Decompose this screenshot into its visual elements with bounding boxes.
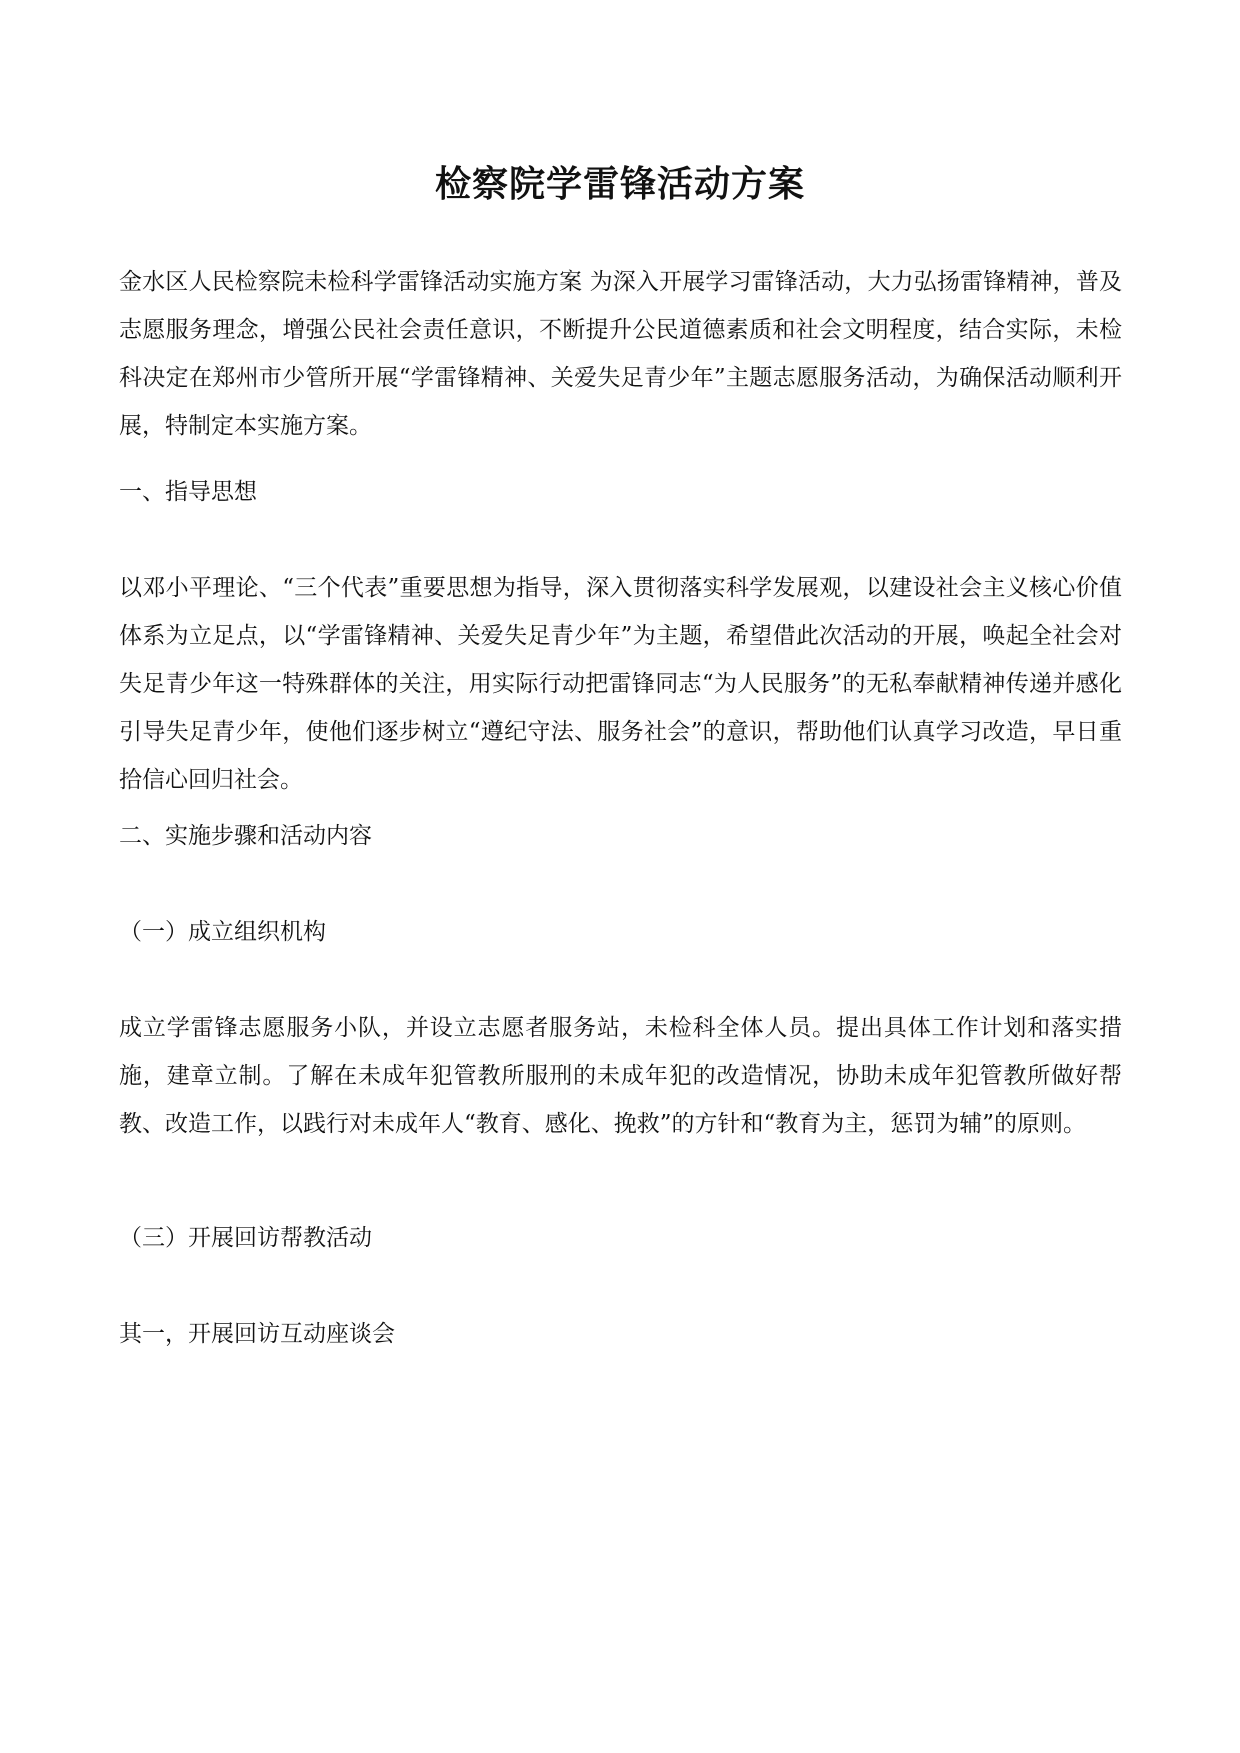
- organization-paragraph: 成立学雷锋志愿服务小队，并设立志愿者服务站，未检科全体人员。提出具体工作计划和落实措施，建章立制。了解在未成年犯管教所服刑的未成年犯的改造情况，协助未成年犯管教所做好帮教、改造工作，以践行对未成年人“教育、感化、挽救”的方针和“教育为主，惩罚为辅”的原则。: [119, 1015, 1122, 1137]
- section-heading-guiding-ideology: 一、指导思想: [119, 479, 257, 505]
- intro-paragraph: 金水区人民检察院未检科学雷锋活动实施方案 为深入开展学习雷锋活动，大力弘扬雷锋精神，普及志愿服务理念，增强公民社会责任意识，不断提升公民道德素质和社会文明程度，结合实际，未检科决定在郑州市少管所开展“学雷锋精神、关爱失足青少年”主题志愿服务活动，为确保活动顺利开展，特制定本实施方案。: [119, 269, 1122, 439]
- subsection-heading-follow-up: （三）开展回访帮教活动: [119, 1225, 372, 1251]
- section-heading-implementation-steps: 二、实施步骤和活动内容: [119, 823, 372, 849]
- document-title: 检察院学雷锋活动方案: [434, 163, 805, 205]
- guiding-ideology-paragraph: 以邓小平理论、“三个代表”重要思想为指导，深入贯彻落实科学发展观，以建设社会主义核心价值体系为立足点，以“学雷锋精神、关爱失足青少年”为主题，希望借此次活动的开展，唤起全社会对失足青少年这一特殊群体的关注，用实际行动把雷锋同志“为人民服务”的无私奉献精神传递并感化引导失足青少年，使他们逐步树立“遵纪守法、服务社会”的意识，帮助他们认真学习改造，早日重拾信心回归社会。: [119, 575, 1122, 793]
- subsection-heading-organization: （一）成立组织机构: [119, 919, 326, 945]
- item-heading-symposium: 其一，开展回访互动座谈会: [119, 1321, 395, 1347]
